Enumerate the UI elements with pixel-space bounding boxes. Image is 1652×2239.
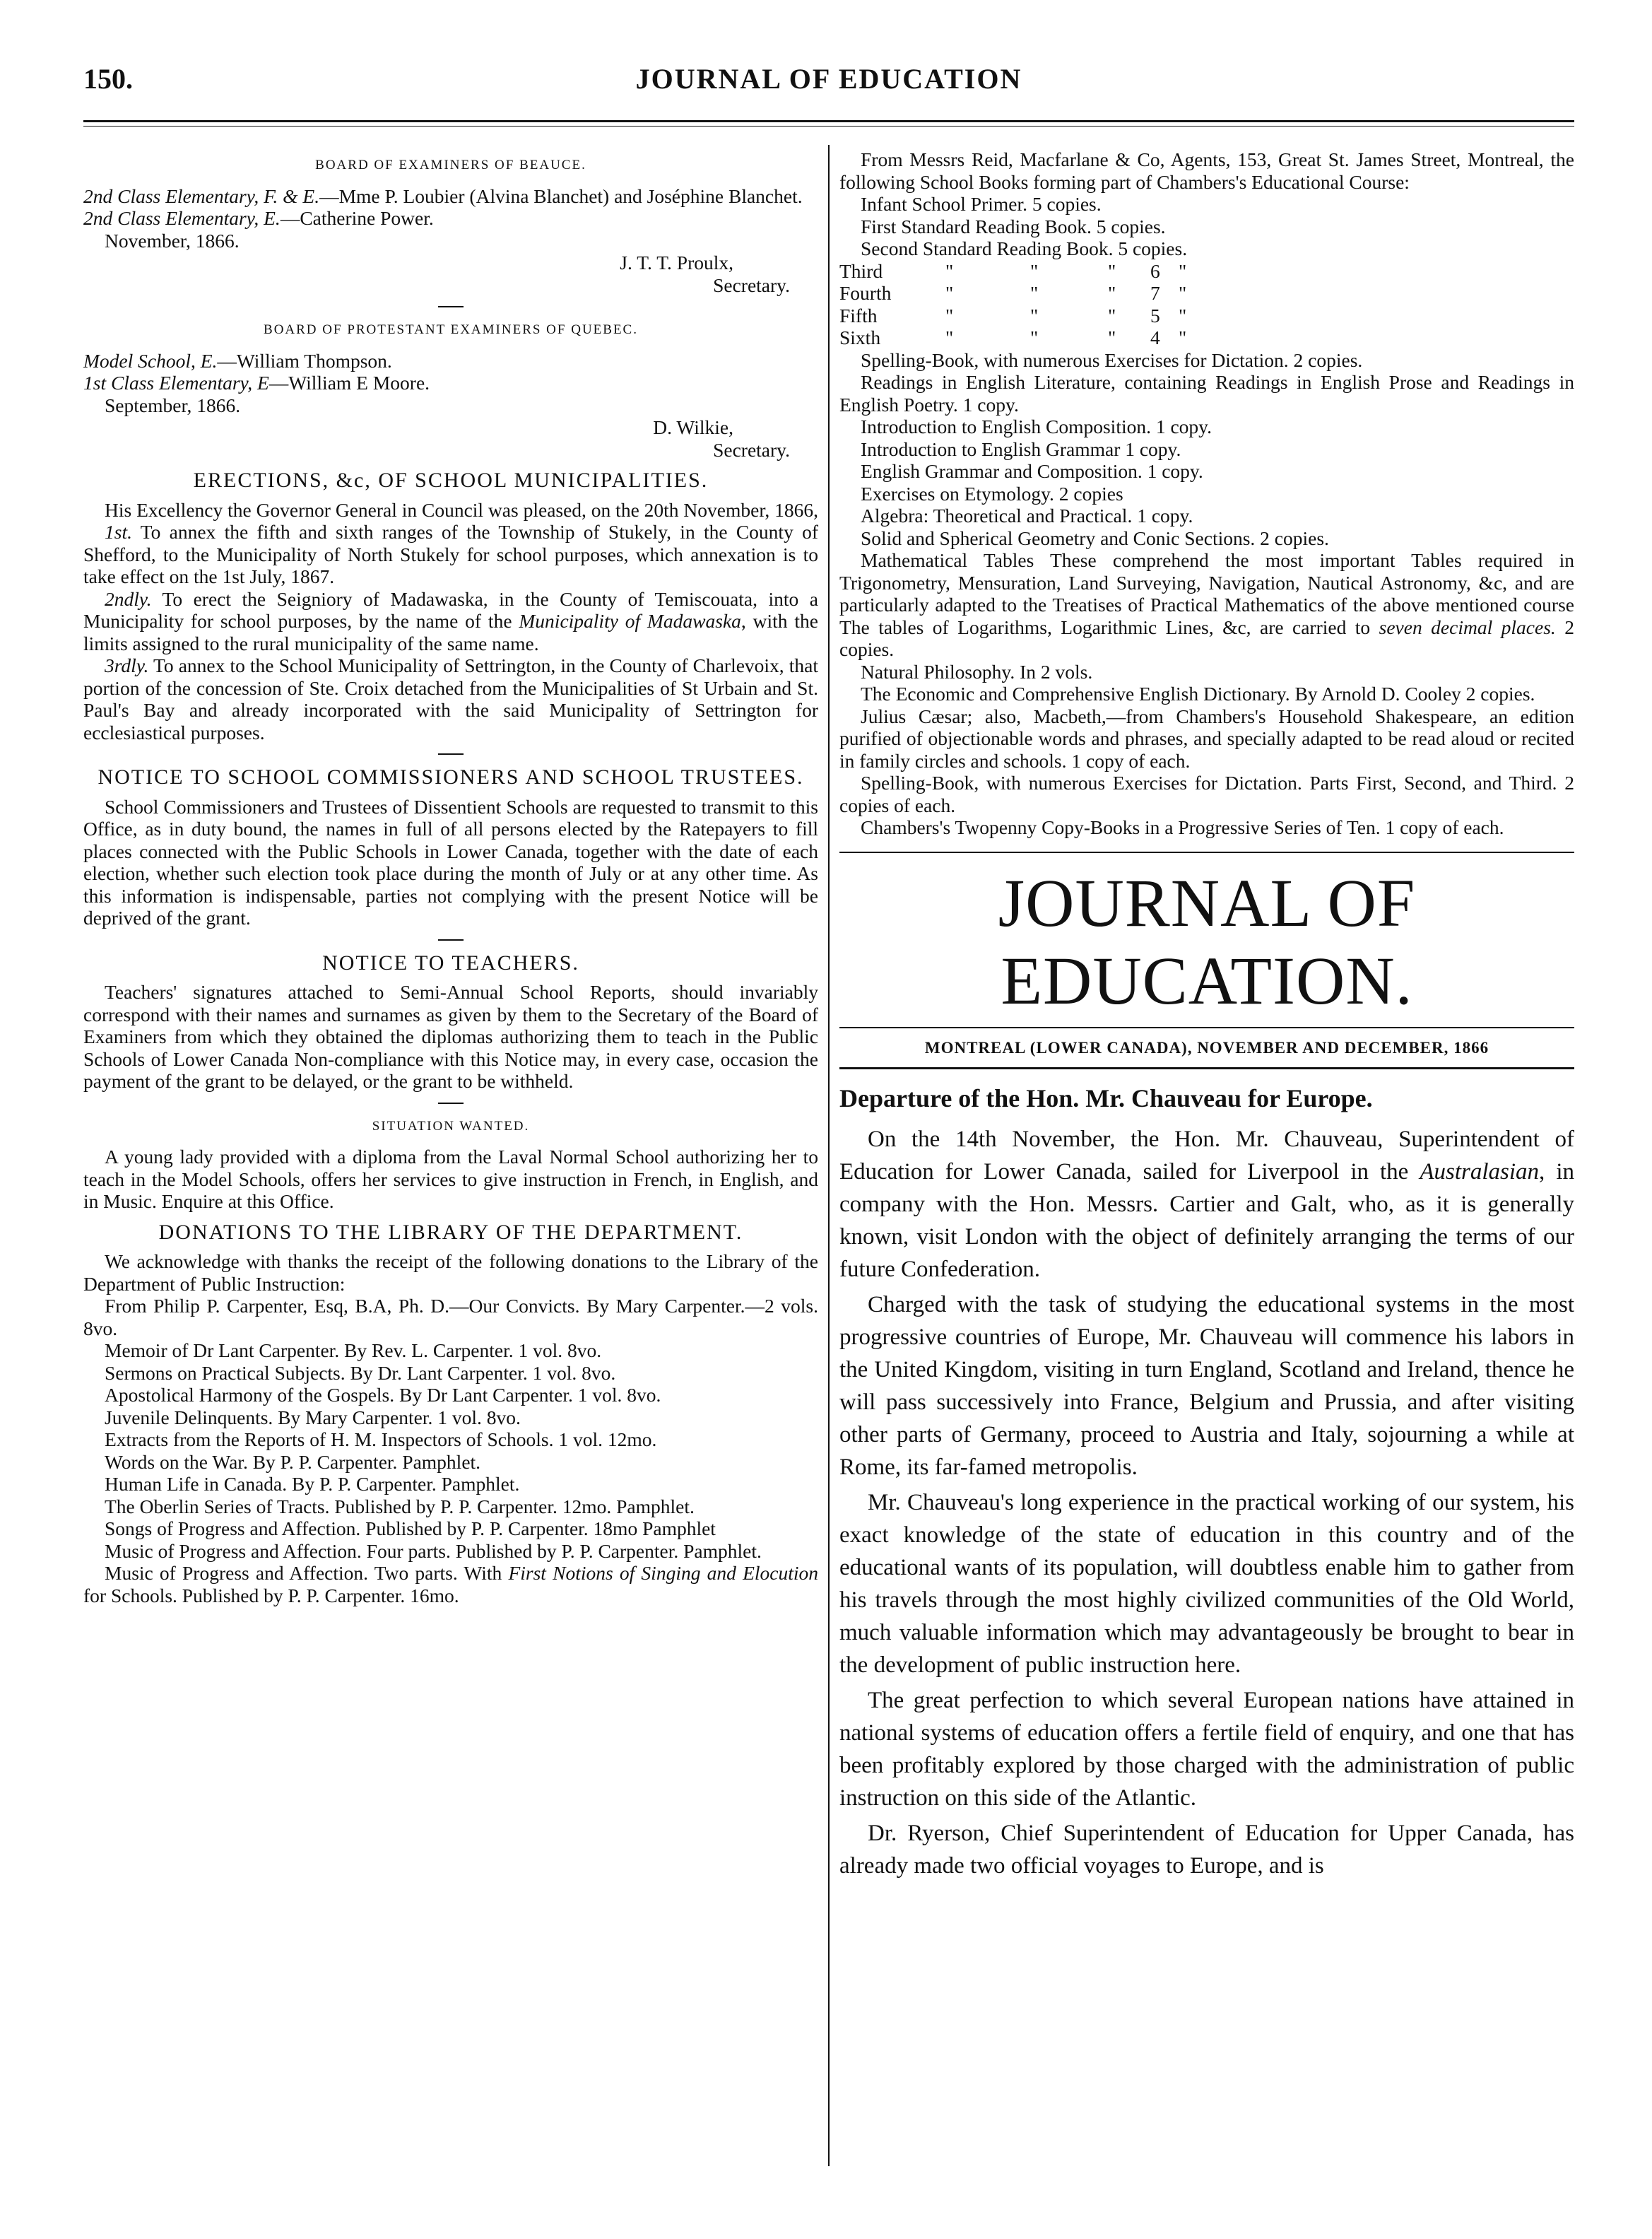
beauce-line-1: 2nd Class Elementary, F. & E.—Mme P. Loubier (Alvina Blanchet) and Joséphine Blanchet. [83,184,803,207]
article-paragraph: On the 14th November, the Hon. Mr. Chauveau, Superintendent of Education for Lower Canada, sailed for Liverpool in the Australasian, in company with the Hon. Messrs. Cartier and Galt, who, as it is generally known, visit London with the object of definitely arranging the terms of our future Confederation. [839,1126,1574,1282]
beauce-board-section [83,154,818,296]
article-paragraph: Charged with the task of studying the educational systems in the most progressive countries of Europe, Mr. Chauveau will commence his labors in the United Kingdom, visiting in turn England, Scotland and Ireland, thence he will pass successively into France, Belgium and Prussia, and after visiting other parts of Germany, proceed to Austria and Italy, sojourning a while at Rome, its far-famed metropolis. [839,1291,1574,1480]
grade-row [839,282,1574,305]
article-title: Departure of the Hon. Mr. Chauveau for Europe. [839,1084,1373,1112]
article-paragraph: Mr. Chauveau's long experience in the practical working of our system, his exact knowledge of the state of education in this country and of the educational wants of its population, will doubtless enable him to gather from his travels through the most highly civilized communities of the Old World, much valuable information which may advantageously be brought to bear in the development of public instruction here. [839,1489,1574,1678]
reading-books-list [839,193,1574,349]
notice-teachers-title: NOTICE TO TEACHERS. [322,951,579,975]
book-item: Introduction to English Composition. 1 copy. [861,416,1213,437]
masthead-title: JOURNAL OF EDUCATION. [998,864,1416,1018]
grade-cell: " [1030,327,1039,348]
beauce-signature-title: Secretary. [713,274,790,296]
grade-cell: " [1030,304,1039,327]
donation-item: Memoir of Dr Lant Carpenter. By Rev. L. Carpenter. 1 vol. 8vo. [105,1339,602,1361]
book-item: Solid and Spherical Geometry and Conic Sections. 2 copies. [861,527,1329,549]
quebec-board-section [83,319,818,461]
reid-items-2 [839,661,1574,839]
beauce-date: November, 1866. [105,229,240,252]
grade-row [839,305,1574,327]
notice-teachers-body: Teachers' signatures attached to Semi-Annual School Reports, should invariably correspond with their names and surnames as given by them to the Secretary of the Board of Examiners from which they obtained the diplomas authorizing them to teach in the Public Schools of Lower Canada Non-compliance with this Notice may, in every case, occasion the payment of the grant to be delayed, or the grant to be withheld. [83,981,818,1092]
erections-item-3: 3rdly. To annex to the School Municipality of Settrington, in the County of Charlevoix, that portion of the concession of Ste. Croix detached from the Municipalities of St Urbain and St. Paul's Bay and already incorporated with the said Municipality of Settrington for ecclesiastical purposes. [83,654,818,744]
situation-title: SITUATION WANTED. [372,1118,530,1134]
page-number: 150. [83,63,133,95]
book-item: The Economic and Comprehensive English Dictionary. By Arnold D. Cooley 2 copies. [861,683,1535,705]
grade-cell: " [1179,282,1187,304]
book-item: Spelling-Book, with numerous Exercises for Dictation. 2 copies. [861,348,1363,371]
erections-title: ERECTIONS, &c, OF SCHOOL MUNICIPALITIES. [193,469,709,492]
book-item: Exercises on Etymology. 2 copies [861,482,1123,505]
grade-cell: " [945,327,954,348]
right-column [839,148,1574,1885]
quebec-signature-title: Secretary. [713,438,790,461]
grade-cell: " [1179,259,1187,282]
running-title: JOURNAL OF EDUCATION [635,63,1022,95]
donation-item: From Philip P. Carpenter, Esq, B.A, Ph. D.—Our Convicts. By Mary Carpenter.—2 vols. 8vo. [83,1295,818,1339]
book-item: Natural Philosophy. In 2 vols. [861,660,1093,683]
grade-cell: " [1108,259,1116,282]
grade-cell: " [1030,259,1039,282]
notice-commissioners-section [83,766,818,929]
book-item: Julius Cæsar; also, Macbeth,—from Chambers's Household Shakespeare, an edition purified of objectionable words and phrases, and specially adapted to be read aloud or recited in family circles and schools. 1 copy of each. [839,705,1574,772]
grade-cell: " [1108,282,1116,304]
reid-items [839,349,1574,550]
donations-intro: We acknowledge with thanks the receipt of the following donations to the Library of the Department of Public Instruction: [83,1250,818,1295]
donation-item: Sermons on Practical Subjects. By Dr. Lant Carpenter. 1 vol. 8vo. [105,1361,616,1384]
donations-title: DONATIONS TO THE LIBRARY OF THE DEPARTMENT. [158,1220,743,1244]
notice-commissioners-body: School Commissioners and Trustees of Dissentient Schools are requested to transmit to this Office, as in duty bound, the names in full of all persons elected by the Ratepayers to fill places connected with the Public Schools in Lower Canada, together with the date of each election, whether such election took place during the month of July or at any other time. As this information is indispensable, parties not complying with the present Notice will be deprived of the grant. [83,795,818,929]
grade-cell: " [1108,327,1116,348]
book-item: Infant School Primer. 5 copies. [861,193,1102,215]
reid-intro: From Messrs Reid, Macfarlane & Co, Agents, 153, Great St. James Street, Montreal, the following School Books forming part of Chambers's Educational Course: [839,148,1574,193]
grade-cell: 5 [1150,304,1160,327]
quebec-date: September, 1866. [105,394,241,416]
donations-section [83,1221,818,1607]
donation-item: Extracts from the Reports of H. M. Inspectors of Schools. 1 vol. 12mo. [105,1428,657,1450]
beauce-heading: BOARD OF EXAMINERS OF BEAUCE. [315,158,586,172]
erections-item-2: 2ndly. To erect the Seigniory of Madawaska, in the County of Temiscouata, into a Municipality for school purposes, by the name of the Municipality of Madawaska, with the limits assigned to the rural municipality of the same name. [83,587,818,654]
grade-cell: Fifth [839,304,878,327]
grade-cell: " [945,282,954,304]
grade-list [839,260,1574,349]
grade-row [839,260,1574,283]
header-rule [83,120,1574,122]
book-item: Chambers's Twopenny Copy-Books in a Progressive Series of Ten. 1 copy of each. [861,816,1504,838]
book-item: Second Standard Reading Book. 5 copies. [861,237,1188,259]
reid-donation-section [839,148,1574,839]
section-divider [438,306,464,307]
grade-cell: Fourth [839,282,892,304]
donation-item: Juvenile Delinquents. By Mary Carpenter. 1 vol. 8vo. [105,1406,521,1428]
masthead-top-rule [839,852,1574,853]
situation-body: A young lady provided with a diploma from the Laval Normal School authorizing her to teach in the Model Schools, offers her services to give instruction in French, in English, and in Music. Enquire at this Office. [83,1146,818,1212]
notice-teachers-section [83,952,818,1093]
erections-intro: His Excellency the Governor General in Council was pleased, on the 20th November, 1866, [105,498,819,521]
grade-cell: " [945,259,954,282]
masthead-dateline: MONTREAL (LOWER CANADA), NOVEMBER AND DECEMBER, 1866 [839,1027,1574,1070]
beauce-line-2: 2nd Class Elementary, E.—Catherine Power. [83,207,434,229]
grade-cell: 4 [1150,327,1160,348]
grade-cell: " [1179,304,1187,327]
section-divider [438,753,464,755]
quebec-signature-name: D. Wilkie, [653,416,733,438]
article-body [839,1123,1574,1882]
donation-list [83,1295,818,1562]
donation-item: Apostolical Harmony of the Gospels. By Dr Lant Carpenter. 1 vol. 8vo. [105,1384,661,1406]
book-item: Introduction to English Grammar 1 copy. [861,437,1181,460]
grade-cell: " [1179,327,1187,348]
quebec-heading: BOARD OF PROTESTANT EXAMINERS OF QUEBEC. [264,322,638,337]
left-column [83,148,818,1606]
article-paragraph: Dr. Ryerson, Chief Superintendent of Education for Upper Canada, has already made two official voyages to Europe, and is [839,1820,1574,1879]
donation-item: The Oberlin Series of Tracts. Published by P. P. Carpenter. 12mo. Pamphlet. [105,1495,695,1517]
book-item: Spelling-Book, with numerous Exercises for Dictation. Parts First, Second, and Third. 2 copies of each. [839,772,1574,816]
grade-cell: " [945,304,954,327]
book-item: Algebra: Theoretical and Practical. 1 copy. [861,505,1193,527]
erections-section [83,469,818,744]
situation-section [83,1115,818,1213]
donation-item: Music of Progress and Affection. Four parts. Published by P. P. Carpenter. Pamphlet. [105,1539,762,1562]
grade-row [839,327,1574,349]
grade-cell: " [1030,282,1039,304]
grade-cell: Sixth [839,327,881,348]
donation-item: Songs of Progress and Affection. Published by P. P. Carpenter. 18mo Pamphlet [105,1517,716,1539]
math-tables-item: Mathematical Tables These comprehend the most important Tables required in Trigonometry, Mensuration, Land Surveying, Navigation, Nautical Astronomy, &c, and are particularly adapted to the Treatises of Practical Mathematics of the above mentioned course The tables of Logarithms, Logarithmic Lines, &c, are carried to seven decimal places. 2 copies. [839,549,1574,660]
book-item: English Grammar and Composition. 1 copy. [861,460,1203,482]
book-item: Readings in English Literature, containing Readings in English Prose and Readings in English Poetry. 1 copy. [839,371,1574,416]
grade-cell: " [1108,304,1116,327]
donation-item: Words on the War. By P. P. Carpenter. Pamphlet. [105,1450,481,1473]
grade-cell: Third [839,259,883,282]
quebec-line-2: 1st Class Elementary, E—William E Moore. [83,372,430,394]
notice-commissioners-title: NOTICE TO SCHOOL COMMISSIONERS AND SCHOOL TRUSTEES. [98,765,804,789]
article [839,1084,1574,1882]
header-rule-thin [83,126,1574,127]
quebec-line-1: Model School, E.—William Thompson. [83,349,392,372]
section-divider [438,1103,464,1104]
beauce-signature-name: J. T. T. Proulx, [620,252,733,274]
donation-item: Human Life in Canada. By P. P. Carpenter. Pamphlet. [105,1473,520,1495]
grade-cell: 6 [1150,259,1160,282]
section-divider [438,939,464,941]
article-paragraph: The great perfection to which several European nations have attained in national systems of education offers a fertile field of enquiry, and one that has been profitably explored by those charged with the administration of public instruction on this side of the Atlantic. [839,1687,1574,1811]
running-head [83,62,1574,105]
erections-item-1: 1st. To annex the fifth and sixth ranges of the Township of Stukely, in the County of Shefford, to the Municipality of North Stukely for school purposes, which annexation is to take effect on the 1st July, 1867. [83,521,818,587]
column-divider [828,145,830,2166]
grade-cell: 7 [1150,282,1160,304]
donation-item: Music of Progress and Affection. Two parts. With First Notions of Singing and Elocution for Schools. Published by P. P. Carpenter. 16mo. [83,1562,818,1606]
book-item: First Standard Reading Book. 5 copies. [861,215,1166,237]
